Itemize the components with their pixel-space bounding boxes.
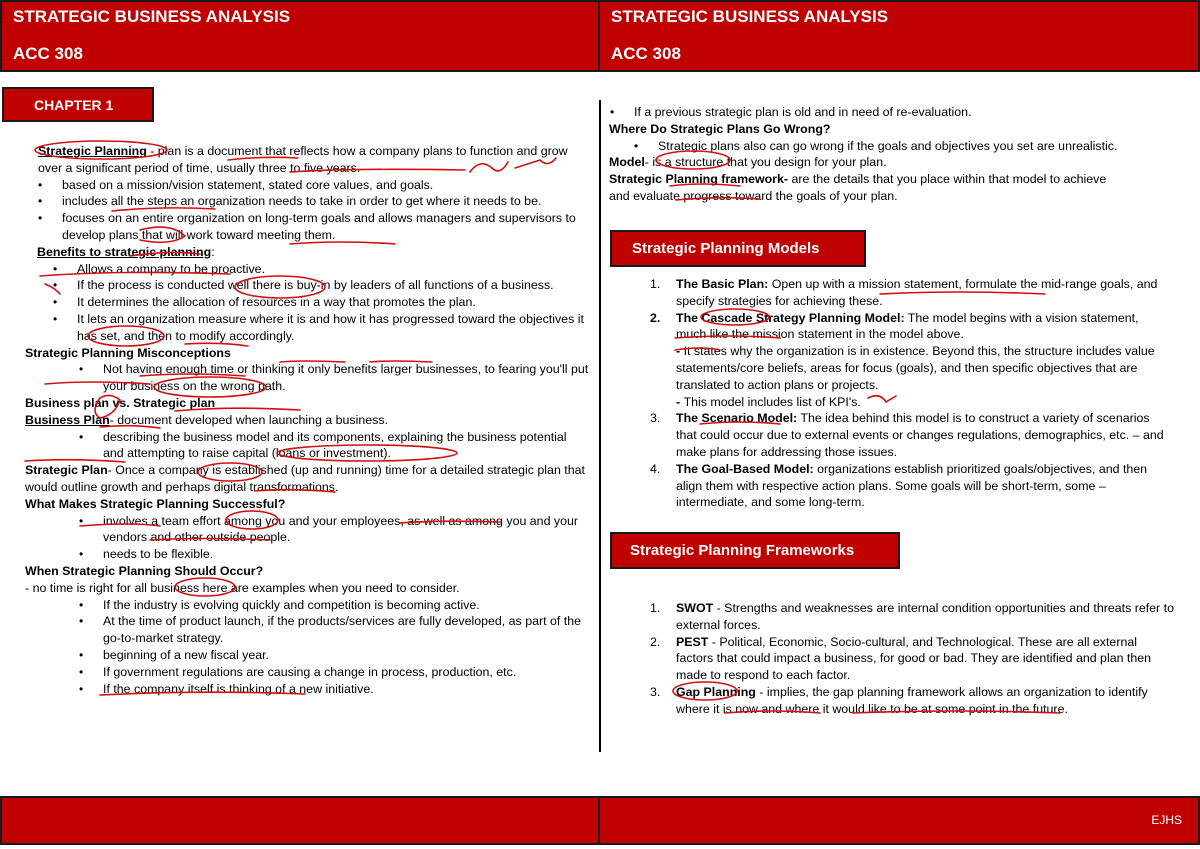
item-number: 1. [650, 277, 661, 291]
item-name: Gap Planning [676, 684, 756, 699]
header-title: STRATEGIC BUSINESS ANALYSIS [611, 7, 889, 26]
misconceptions-bullets [25, 361, 590, 395]
item-desc: - implies, the gap planning framework allows an organization to identify where it is now and where it would like to be at some point in the future. [676, 684, 1148, 716]
chapter-label [2, 87, 154, 122]
section-title: Strategic Planning Frameworks [630, 542, 855, 559]
definition-text: - plan is a document that reflects how a company plans to function and grow over a significant period of time, usually three to five years. [38, 144, 568, 175]
list-item: • involves a team effort among you and your employees, as well as among you and your vendors and other outside people. [103, 513, 590, 547]
note-text: It states why the organization is in existence. Beyond this, the structure includes value statements/core beliefs, areas for focus (goals), and then specific objectives that are translated to action plans or projects. [676, 344, 1155, 392]
definition-text: - is a structure that you design for your plan. [644, 155, 887, 170]
list-item: • based on a mission/vision statement, stated core values, and goals. [62, 177, 590, 194]
footer-left [0, 796, 600, 845]
course-code: ACC 308 [611, 44, 681, 63]
item-note [676, 394, 1171, 411]
models-list [650, 276, 1171, 511]
list-item: • It lets an organization measure where it is and how it has progressed toward the objectives it has set, and then to modify accordingly. [77, 311, 590, 345]
definition-text: are the details that you place within that model to achieve and evaluate progress toward the goals of your plan. [609, 172, 1107, 203]
item-number: 4. [650, 461, 661, 476]
term: Business Plan [25, 412, 110, 427]
item-desc: organizations establish prioritized goals/objectives, and then align them with respective action plans. Some goals will be short-term, some – intermediate, and some long-term. [676, 461, 1148, 510]
model-definition [609, 154, 1184, 171]
list-item [650, 634, 1176, 684]
frameworks-list-container [650, 600, 1176, 718]
column-divider [599, 100, 601, 752]
list-item: • includes all the steps an organization needs to take in order to get where it needs to be. [62, 193, 590, 210]
item-desc: The model begins with a vision statement, much like the mission statement in the model above. [676, 310, 1139, 342]
business-plan-definition [25, 412, 590, 429]
bp-vs-sp-heading: Business plan vs. Strategic plan [25, 395, 216, 410]
list-item: • If government regulations are causing a change in process, production, etc. [103, 664, 590, 681]
list-item [650, 461, 1171, 511]
when-intro: - no time is right for all business here are examples when you need to consider. [25, 580, 460, 595]
item-name: SWOT [676, 601, 714, 615]
item-number: 2. [650, 634, 661, 649]
list-item: • It determines the allocation of resources in a way that promotes the plan. [77, 294, 590, 311]
list-item [650, 684, 1176, 718]
benefits-heading [25, 244, 590, 261]
header-title: STRATEGIC BUSINESS ANALYSIS [13, 7, 291, 26]
list-item [650, 600, 1176, 634]
bp-bullets [25, 429, 590, 463]
strategic-planning-definition [25, 143, 590, 177]
wrong-bullets [609, 138, 1184, 155]
list-item: • beginning of a new fiscal year. [103, 647, 590, 664]
section-title: Strategic Planning Models [632, 240, 820, 257]
when-heading: When Strategic Planning Should Occur? [25, 563, 264, 578]
colon: : [211, 244, 215, 259]
list-item [650, 310, 1171, 411]
definition-text: - Once a company is established (up and running) time for a detailed strategic plan that would outline growth and perhaps digital transformations. [25, 463, 585, 494]
models-section-box [610, 230, 866, 267]
benefits-bullets [25, 261, 590, 345]
list-item: • If a previous strategic plan is old and in need of re-evaluation. [634, 104, 1184, 121]
term: Strategic Planning [38, 144, 147, 158]
list-item: • Not having enough time or thinking it only benefits larger businesses, to fearing you'll put your business on the wrong path. [103, 361, 590, 395]
list-item: • If the process is conducted well there is buy-in by leaders of all functions of a business. [77, 277, 590, 294]
chapter-label-text: CHAPTER 1 [34, 97, 114, 113]
item-name: The Cascade Strategy Planning Model: [676, 310, 905, 325]
note-text: This model includes list of KPI's. [683, 394, 861, 409]
item-note [676, 343, 1171, 393]
success-heading: What Makes Strategic Planning Successful? [25, 496, 286, 511]
term: Strategic Plan [25, 463, 108, 478]
item-name: PEST [676, 634, 709, 649]
success-bullets [25, 513, 590, 563]
list-item: • At the time of product launch, if the products/services are fully developed, as part of the go-to-market strategy. [103, 613, 590, 647]
models-list-container [650, 276, 1171, 511]
definition-text: - document developed when launching a business. [109, 412, 388, 427]
item-desc: - Political, Economic, Socio-cultural, and Technological. These are all external factors that could impact a business, for good or bad. They are identified and plan then made to respond to each factor. [676, 634, 1152, 683]
item-desc: The idea behind this model is to construct a variety of scenarios that could occur due to external events or changes regulations, demographics, etc. – and make plans for addressing those issues. [676, 411, 1164, 459]
sp-bullets [25, 177, 590, 244]
item-name: The Basic Plan: [676, 277, 769, 291]
list-item [650, 410, 1171, 460]
note-dash: - [676, 344, 684, 359]
right-column-top [609, 104, 1184, 205]
list-item: • focuses on an entire organization on long-term goals and allows managers and supervisors to develop plans that will work toward meeting them. [62, 210, 590, 244]
item-number: 3. [650, 684, 661, 699]
item-name: The Goal-Based Model: [676, 461, 814, 476]
strategic-plan-definition [25, 462, 590, 496]
term: Model [609, 155, 645, 170]
wrong-heading: Where Do Strategic Plans Go Wrong? [609, 121, 831, 136]
item-desc: - Strengths and weaknesses are internal condition opportunities and threats refer to external forces. [676, 601, 1174, 632]
heading-text: Benefits to strategic planning [37, 244, 212, 259]
item-number: 1. [650, 601, 661, 615]
frameworks-list [650, 600, 1176, 718]
header-right [600, 0, 1200, 72]
note-dash: - [676, 394, 684, 409]
footer-right [600, 796, 1200, 845]
frameworks-section-box [610, 532, 900, 569]
list-item: • Allows a company to be proactive. [77, 261, 590, 278]
author-initials: EJHS [1151, 813, 1182, 827]
list-item: • If the company itself is thinking of a new initiative. [103, 681, 590, 698]
term: Strategic Planning framework- [609, 172, 789, 187]
item-number: 2. [650, 310, 661, 325]
item-name: The Scenario Model: [676, 411, 798, 426]
list-item [650, 276, 1171, 310]
list-item: • describing the business model and its components, explaining the business potential and attempting to raise capital (loans or investment). [103, 429, 590, 463]
framework-definition [609, 171, 1129, 205]
list-item: • needs to be flexible. [103, 546, 590, 563]
item-number: 3. [650, 411, 661, 426]
top-bullets [609, 104, 1184, 121]
list-item: • If the industry is evolving quickly and competition is becoming active. [103, 597, 590, 614]
item-desc: Open up with a mission statement, formulate the mid-range goals, and specify strategies for achieving these. [676, 277, 1158, 308]
when-bullets [25, 597, 590, 698]
list-item: • Strategic plans also can go wrong if the goals and objectives you set are unrealistic. [658, 138, 1184, 155]
misconceptions-heading: Strategic Planning Misconceptions [25, 345, 231, 360]
course-code: ACC 308 [13, 44, 83, 63]
header-left [0, 0, 600, 72]
left-column [25, 143, 590, 697]
